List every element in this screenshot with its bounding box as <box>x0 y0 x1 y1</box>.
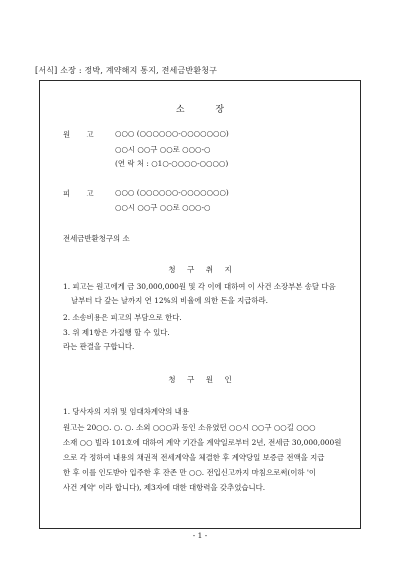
claim-item: 날부터 다 갚는 날까지 연 12%의 비율에 의한 돈을 지급하라. <box>71 296 268 305</box>
complaint-document <box>39 80 361 529</box>
claim-item: 1. 피고는 원고에게 금 30,000,000원 및 각 이에 대하여 이 사건 소장부본 송달 다음 <box>63 282 336 291</box>
case-name: 전세금반환청구의 소 <box>63 234 130 243</box>
reason-line: 원고는 20○○. ○. ○. 소외 ○○○과 동인 소유였던 ○○시 ○○구 ○○길 ○○○ <box>63 423 316 432</box>
document-title: 소 장 <box>175 105 239 115</box>
reason-line: 소재 ○○ 빌라 101호에 대하여 계약 기간을 계약일로부터 2년, 전세금 30,000,000원 <box>63 438 342 447</box>
plaintiff-name-id: ○○○ (○○○○○○-○○○○○○○) <box>115 129 229 138</box>
reason-line: 사건 계약' 이라 합니다), 제3자에 대한 대항력을 갖추었습니다. <box>63 483 266 492</box>
page-number: - 1 - <box>192 531 208 540</box>
claim-item: 라는 판결을 구합니다. <box>63 342 135 351</box>
claim-heading: 청 구 취 지 <box>168 265 237 274</box>
plaintiff-contact: (연 락 처 : ○1○-○○○○-○○○○) <box>115 159 229 168</box>
reason-heading: 청 구 원 인 <box>168 375 237 384</box>
reason-line: 으로 각 정하여 내용의 채권적 전세계약을 체결한 후 계약당일 보증금 전액을 지급 <box>63 453 325 462</box>
plaintiff-label: 원 고 <box>63 130 101 139</box>
defendant-name-id: ○○○ (○○○○○○-○○○○○○○) <box>115 188 229 197</box>
reason-line: 한 후 이를 인도받아 입주한 후 잔존 만 ○○. 전입신고까지 마침으로써(이하 '이 <box>63 468 317 477</box>
document-caption: [서식] 소장 : 정박, 계약해지 통지, 전세금반환청구 <box>35 66 218 75</box>
reason-subheading: 1. 당사자의 지위 및 임대차계약의 내용 <box>63 407 189 416</box>
defendant-address: ○○시 ○○구 ○○로 ○○○-○ <box>115 203 211 212</box>
claim-item: 3. 위 제1항은 가집행 할 수 있다. <box>63 328 170 337</box>
plaintiff-address: ○○시 ○○구 ○○로 ○○○-○ <box>115 145 211 154</box>
defendant-label: 피 고 <box>63 189 101 198</box>
claim-item: 2. 소송비용은 피고의 부담으로 한다. <box>63 313 182 322</box>
